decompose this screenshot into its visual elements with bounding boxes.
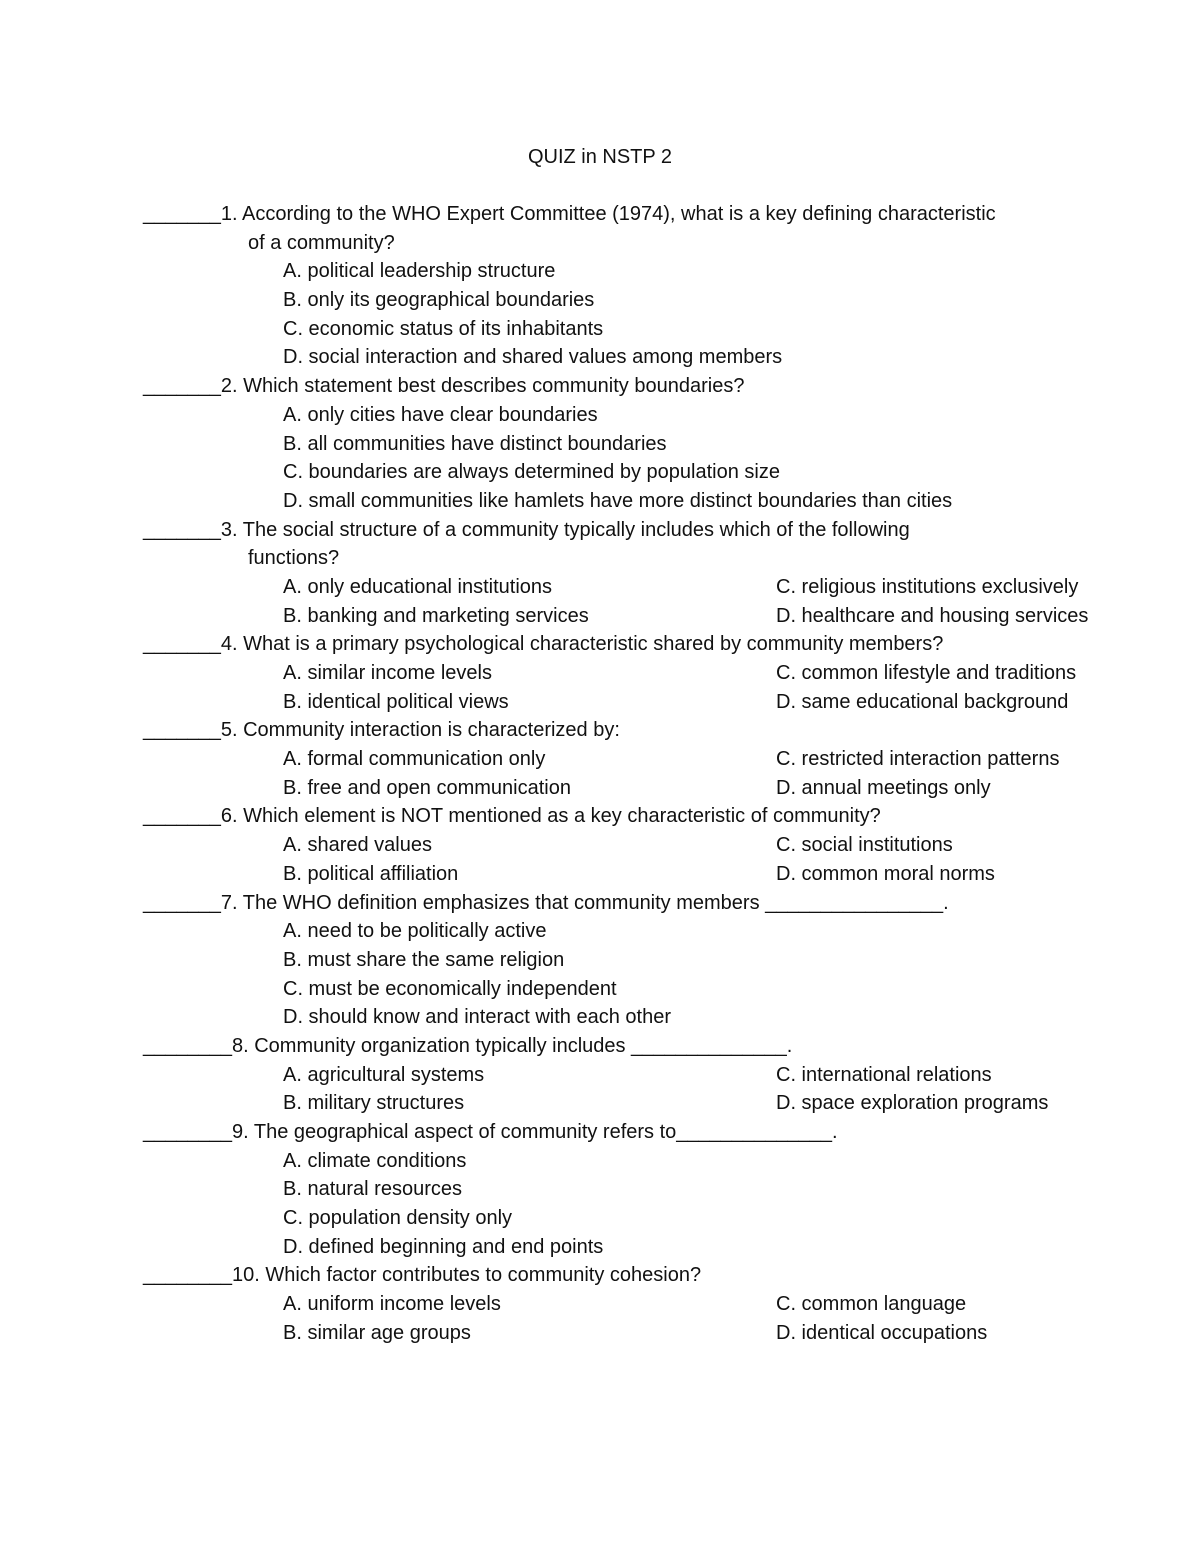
answer-option: C. international relations (776, 1063, 992, 1086)
question-item (143, 716, 1143, 802)
answer-option-row (143, 602, 1143, 631)
answer-option: D. defined beginning and end points (283, 1235, 604, 1258)
answer-option: A. climate conditions (283, 1149, 467, 1172)
question-text: ________10. Which factor contributes to community cohesion? (143, 1264, 702, 1287)
answer-option: B. all communities have distinct boundaries (283, 432, 667, 455)
answer-option-row (143, 659, 1143, 688)
question-text: _______1. According to the WHO Expert Committee (1974), what is a key defining characteristic (143, 203, 996, 225)
answer-option: B. must share the same religion (283, 948, 565, 971)
answer-option: D. healthcare and housing services (776, 604, 1089, 627)
question-item (143, 1032, 1143, 1118)
answer-option: A. uniform income levels (283, 1293, 501, 1316)
answer-option-row (143, 1089, 1143, 1118)
answer-option: C. population density only (283, 1207, 513, 1230)
answer-option: B. political affiliation (283, 862, 459, 885)
answer-option: C. boundaries are always determined by population size (283, 461, 780, 484)
answer-option: C. must be economically independent (283, 977, 617, 1000)
answer-option: D. should know and interact with each other (283, 1006, 671, 1029)
answer-option-row (143, 1319, 1143, 1348)
answer-option: C. religious institutions exclusively (776, 575, 1079, 598)
question-text-continued: functions? (248, 547, 340, 570)
answer-option: D. common moral norms (776, 862, 995, 885)
answer-option: C. common lifestyle and traditions (776, 662, 1077, 684)
answer-option: A. formal communication only (283, 748, 546, 771)
answer-option: C. economic status of its inhabitants (283, 317, 604, 340)
answer-option: A. agricultural systems (283, 1063, 485, 1086)
question-text: _______3. The social structure of a community typically includes which of the following (143, 518, 910, 541)
answer-option: A. only educational institutions (283, 575, 553, 598)
answer-option: B. similar age groups (283, 1321, 471, 1344)
question-text: ________9. The geographical aspect of community refers to______________. (143, 1121, 838, 1143)
question-item (143, 1261, 1143, 1347)
question-text-continued: of a community? (248, 231, 395, 254)
question-item (143, 889, 1143, 1032)
answer-option: D. annual meetings only (776, 776, 991, 799)
answer-option-row (143, 831, 1143, 860)
answer-option-row (143, 745, 1143, 774)
answer-option: A. only cities have clear boundaries (283, 403, 598, 426)
answer-option: A. political leadership structure (283, 260, 556, 283)
question-text: _______7. The WHO definition emphasizes that community members ________________. (143, 891, 949, 914)
answer-option: B. only its geographical boundaries (283, 289, 595, 312)
answer-option-row (143, 774, 1143, 803)
answer-option-row (143, 860, 1143, 889)
answer-option-row (143, 573, 1143, 602)
answer-option-row (143, 1290, 1143, 1319)
answer-option: D. small communities like hamlets have more distinct boundaries than cities (283, 489, 953, 512)
answer-option: D. same educational background (776, 690, 1069, 713)
answer-option: A. need to be politically active (283, 920, 547, 943)
answer-option-row (143, 1061, 1143, 1090)
answer-option: D. identical occupations (776, 1321, 988, 1344)
question-item (143, 630, 1143, 716)
question-item (143, 372, 1143, 515)
answer-option: D. space exploration programs (776, 1092, 1049, 1115)
answer-option: B. military structures (283, 1092, 465, 1115)
question-text: _______2. Which statement best describes community boundaries? (143, 375, 745, 398)
question-text: _______4. What is a primary psychological characteristic shared by community members? (143, 633, 944, 656)
question-item (143, 802, 1143, 888)
answer-option: B. natural resources (283, 1178, 462, 1201)
page-title: QUIZ in NSTP 2 (527, 146, 673, 168)
answer-option: B. free and open communication (283, 776, 571, 799)
question-item (143, 200, 1143, 372)
question-text: ________8. Community organization typically includes ______________. (143, 1034, 793, 1057)
answer-option: D. social interaction and shared values among members (283, 346, 783, 369)
answer-option: B. identical political views (283, 690, 509, 713)
answer-option: C. common language (776, 1293, 967, 1316)
answer-option: A. shared values (283, 834, 432, 857)
answer-option-row (143, 688, 1143, 717)
answer-option: B. banking and marketing services (283, 604, 589, 627)
question-list (143, 200, 1143, 1348)
question-item (143, 516, 1143, 631)
answer-option: A. similar income levels (283, 662, 492, 684)
question-item (143, 1118, 1143, 1261)
answer-option: C. social institutions (776, 834, 953, 857)
answer-option: C. restricted interaction patterns (776, 748, 1060, 771)
question-text: _______5. Community interaction is characterized by: (143, 719, 620, 742)
question-text: _______6. Which element is NOT mentioned as a key characteristic of community? (143, 805, 881, 828)
